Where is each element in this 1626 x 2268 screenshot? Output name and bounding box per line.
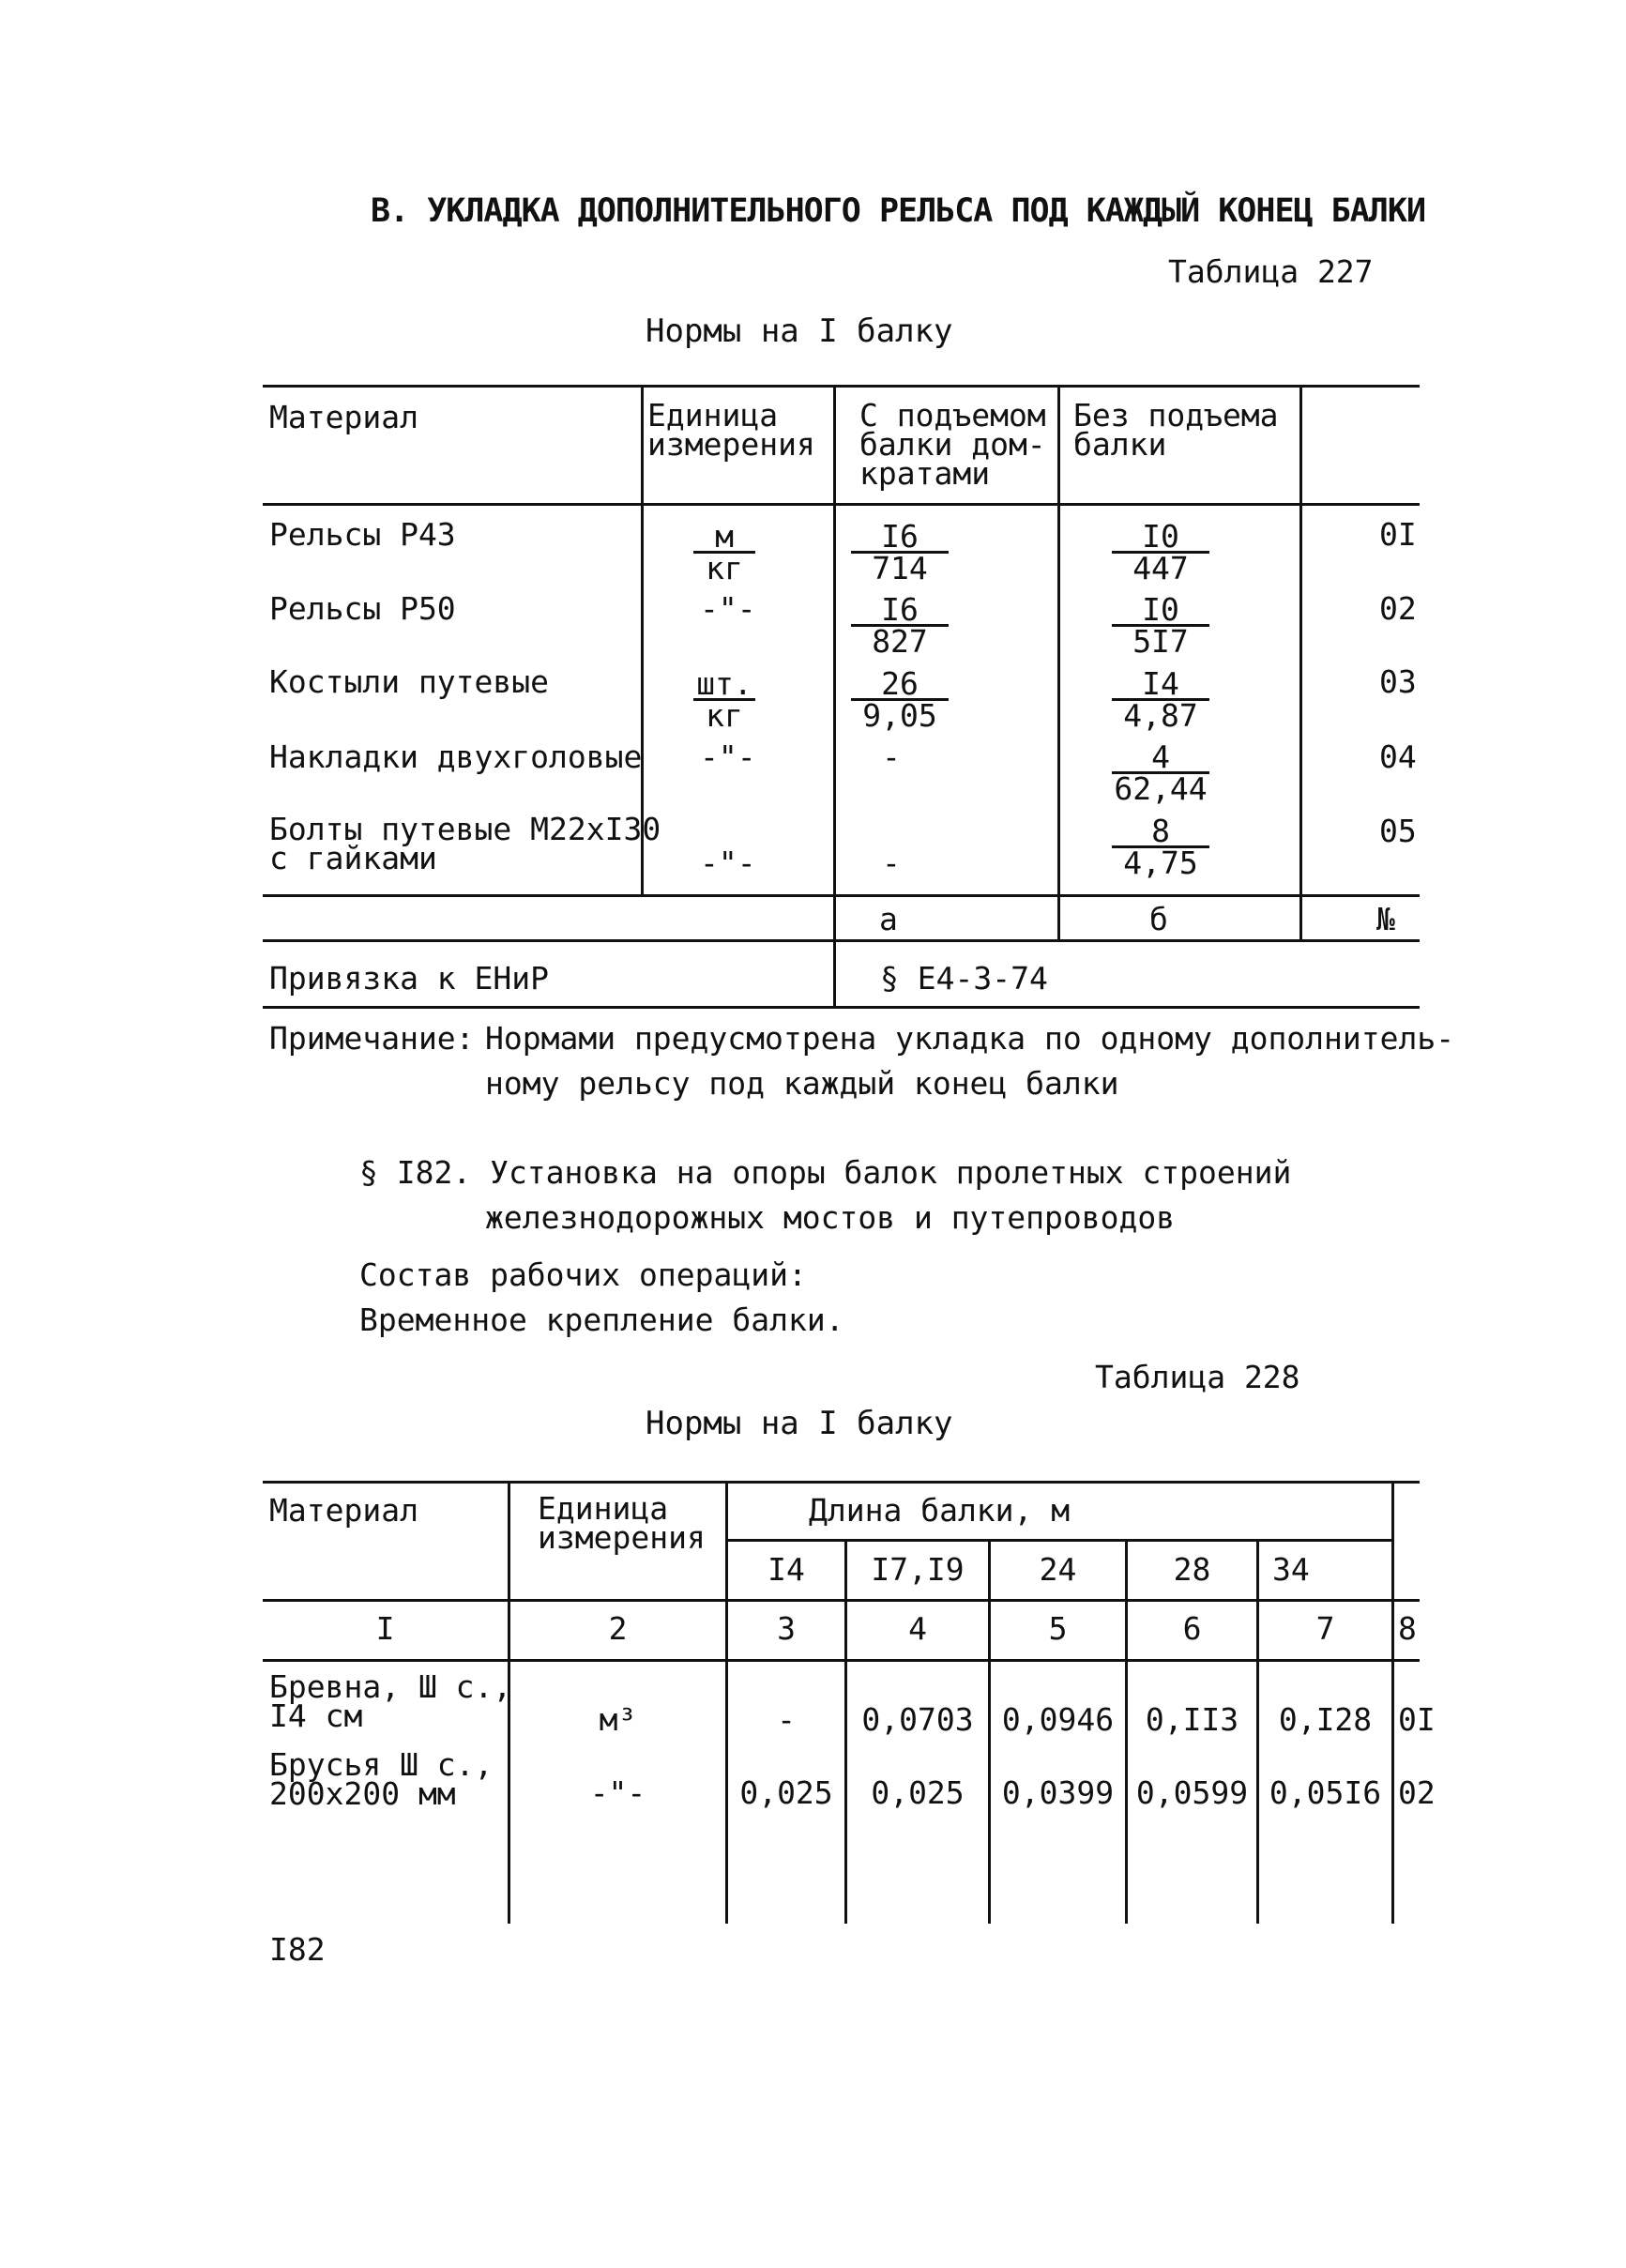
t228-colno-5: 5 xyxy=(1048,1610,1068,1647)
t228-colno-4: 4 xyxy=(908,1610,927,1647)
t228-top-rule xyxy=(263,1481,1420,1484)
t227-row3-unit xyxy=(673,665,776,734)
operations-item: Временное крепление балки. xyxy=(359,1301,844,1338)
t228-colno-6: 6 xyxy=(1182,1610,1202,1647)
t227-header-with-lift-line1: С подъемом xyxy=(859,397,1046,434)
t227-row1-code: 0I xyxy=(1379,516,1417,553)
t228-colno-8: 8 xyxy=(1398,1610,1417,1647)
t227-row3-b-num: I4 xyxy=(1112,669,1209,701)
t227-row4-code: 04 xyxy=(1379,738,1417,775)
section-heading: В. УКЛАДКА ДОПОЛНИТЕЛЬНОГО РЕЛЬСА ПОД КАЖДЫЙ КОНЕЦ БАЛКИ xyxy=(371,192,1426,230)
t227-row3-b-den: 4,87 xyxy=(1123,697,1198,734)
t227-body-rule xyxy=(263,894,1420,897)
t227-footer-col-a: а xyxy=(879,901,898,937)
t228-length-5: 34 xyxy=(1272,1551,1310,1588)
t227-row2-a xyxy=(834,591,965,660)
t228-row2-unit: -"- xyxy=(589,1774,646,1811)
t227-row2-a-den: 827 xyxy=(872,623,928,660)
t227-row1-a-den: 714 xyxy=(872,550,928,586)
t228-colno-2: 2 xyxy=(608,1610,628,1647)
t227-row2-b xyxy=(1095,591,1226,660)
t228-row2-code: 02 xyxy=(1398,1774,1436,1811)
t228-vline-7 xyxy=(1391,1481,1394,1924)
note-label: Примечание: xyxy=(269,1020,475,1057)
table-227-number: Таблица 227 xyxy=(1168,253,1374,290)
t227-row3-material: Костыли путевые xyxy=(269,663,550,700)
t227-row1-a-num: I6 xyxy=(851,522,949,554)
t227-header-rule xyxy=(263,503,1420,506)
t228-row2-val-2: 0,025 xyxy=(871,1774,965,1811)
t228-row1-val-4: 0,II3 xyxy=(1145,1701,1239,1738)
t228-row2-material-line2: 200х200 мм xyxy=(269,1775,456,1812)
t227-row1-unit-den: кг xyxy=(706,550,743,586)
t227-header-material: Материал xyxy=(269,399,418,435)
t227-row5-code: 05 xyxy=(1379,813,1417,849)
t227-row5-material xyxy=(269,811,661,876)
table-228-number: Таблица 228 xyxy=(1095,1359,1300,1395)
t227-bottom-rule xyxy=(263,1006,1420,1009)
t227-row5-unit: -"- xyxy=(700,845,756,881)
t228-header-material: Материал xyxy=(269,1492,418,1529)
t227-row2-b-den: 5I7 xyxy=(1132,623,1189,660)
t228-header-rule xyxy=(263,1599,1420,1602)
t228-row1-val-2: 0,0703 xyxy=(861,1701,974,1738)
t228-row1-val-5: 0,I28 xyxy=(1278,1701,1373,1738)
t227-row1-unit xyxy=(673,518,776,586)
operations-title: Состав рабочих операций: xyxy=(359,1256,807,1293)
t228-header-length: Длина балки, м xyxy=(809,1492,1071,1529)
t227-footer-col-no: № xyxy=(1376,901,1395,937)
t227-row3-unit-num: шт. xyxy=(693,669,755,701)
t228-row1-material-line2: I4 см xyxy=(269,1697,363,1734)
t227-header-with-lift xyxy=(859,397,1046,492)
t227-binding-value: § Е4-3-74 xyxy=(880,960,1048,997)
t227-row5-a: - xyxy=(882,845,901,881)
t228-colno-7: 7 xyxy=(1315,1610,1335,1647)
t227-header-unit-line1: Единица xyxy=(647,397,779,434)
t228-row1-material-line1: Бревна, Ш с., xyxy=(269,1668,512,1705)
t227-row5-b-num: 8 xyxy=(1112,816,1209,848)
t228-row1-val-1: - xyxy=(777,1701,796,1738)
t227-row3-a-den: 9,05 xyxy=(862,697,937,734)
t227-header-no-lift-line1: Без подъема xyxy=(1073,397,1279,434)
t228-row2-val-5: 0,05I6 xyxy=(1269,1774,1382,1811)
t227-row2-code: 02 xyxy=(1379,590,1417,627)
t228-colno-1: I xyxy=(375,1610,395,1647)
note-line1: Нормами предусмотрена укладка по одному дополнитель- xyxy=(485,1020,1455,1057)
t228-length-4: 28 xyxy=(1173,1551,1211,1588)
t227-row2-b-num: I0 xyxy=(1112,595,1209,627)
t227-vline-4 xyxy=(1299,385,1302,942)
t228-row2-material xyxy=(269,1746,494,1812)
page-number: I82 xyxy=(269,1931,326,1968)
t227-row4-b-den: 62,44 xyxy=(1114,770,1208,807)
t228-row2-val-3: 0,0399 xyxy=(1001,1774,1115,1811)
t227-binding-label: Привязка к ЕНиР xyxy=(269,960,550,997)
t227-row3-a xyxy=(834,665,965,734)
t227-row1-material: Рельсы Р43 xyxy=(269,516,456,553)
t228-header-unit-line2: измерения xyxy=(538,1519,706,1556)
t228-length-2: I7,I9 xyxy=(871,1551,965,1588)
t227-row3-a-num: 26 xyxy=(851,669,949,701)
t227-row5-material-line1: Болты путевые М22хI30 xyxy=(269,811,661,847)
t227-row3-b xyxy=(1095,665,1226,734)
t227-header-unit xyxy=(647,397,815,463)
t227-row4-unit: -"- xyxy=(700,738,756,775)
section-182-title-line2: железнодорожных мостов и путепроводов xyxy=(485,1199,1176,1236)
t228-length-1: I4 xyxy=(767,1551,805,1588)
t227-row2-unit: -"- xyxy=(700,590,756,627)
t227-row5-b-den: 4,75 xyxy=(1123,845,1198,881)
t227-row1-b-num: I0 xyxy=(1112,522,1209,554)
t228-vline-2 xyxy=(725,1481,728,1924)
t227-top-rule xyxy=(263,385,1420,388)
t228-length-3: 24 xyxy=(1039,1551,1077,1588)
t228-row1-unit: м³ xyxy=(599,1701,637,1738)
t227-header-no-lift xyxy=(1073,397,1279,463)
t227-header-with-lift-line2: балки дом- xyxy=(859,426,1046,463)
t227-header-unit-line2: измерения xyxy=(647,426,815,463)
t228-colno-3: 3 xyxy=(777,1610,796,1647)
t228-row1-material xyxy=(269,1668,512,1734)
t227-row4-material: Накладки двухголовые xyxy=(269,738,643,775)
t227-vline-3 xyxy=(1057,385,1060,942)
t228-header-unit xyxy=(538,1490,706,1556)
t227-row2-a-num: I6 xyxy=(851,595,949,627)
t227-row3-unit-den: кг xyxy=(706,697,743,734)
t227-row1-unit-num: м xyxy=(693,522,755,554)
t227-row4-a: - xyxy=(882,738,901,775)
t227-row4-b xyxy=(1095,738,1226,807)
t228-length-rule xyxy=(725,1539,1391,1542)
t227-row3-code: 03 xyxy=(1379,663,1417,700)
table-227-caption: Нормы на I балку xyxy=(646,312,953,350)
t227-footer-col-b: б xyxy=(1149,901,1168,937)
t227-footer-rule xyxy=(263,939,1420,942)
t228-row2-material-line1: Брусья Ш с., xyxy=(269,1746,494,1783)
t227-row1-a xyxy=(834,518,965,586)
note-line2: ному рельсу под каждый конец балки xyxy=(485,1065,1119,1102)
t228-number-rule xyxy=(263,1659,1420,1662)
t228-row1-val-3: 0,0946 xyxy=(1001,1701,1115,1738)
t227-row5-material-line2: с гайками xyxy=(269,840,437,876)
t227-row4-b-num: 4 xyxy=(1112,742,1209,774)
t227-row5-b xyxy=(1095,813,1226,881)
t227-row1-b-den: 447 xyxy=(1132,550,1189,586)
table-228-caption: Нормы на I балку xyxy=(646,1405,953,1442)
t228-row1-code: 0I xyxy=(1398,1701,1436,1738)
t228-row2-val-1: 0,025 xyxy=(739,1774,833,1811)
t227-row2-material: Рельсы Р50 xyxy=(269,590,456,627)
section-182-title: § I82. Установка на опоры балок пролетных строений xyxy=(359,1154,1292,1191)
t227-header-no-lift-line2: балки xyxy=(1073,426,1167,463)
t228-row2-val-4: 0,0599 xyxy=(1135,1774,1249,1811)
t227-header-with-lift-line3: кратами xyxy=(859,455,991,492)
t227-row1-b xyxy=(1095,518,1226,586)
t228-header-unit-line1: Единица xyxy=(538,1490,669,1527)
